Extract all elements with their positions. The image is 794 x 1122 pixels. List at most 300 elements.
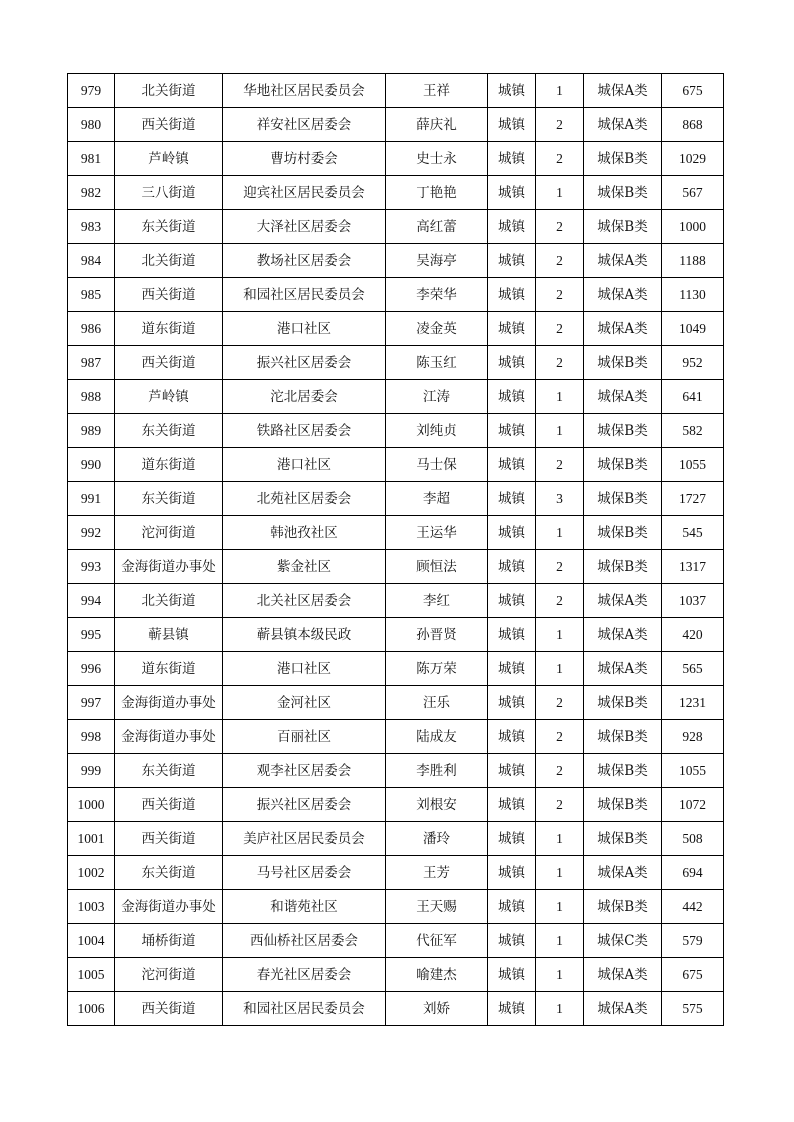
cell-household-size: [536, 584, 584, 618]
cell-area-type: [488, 380, 536, 414]
cell-area-type-text: 城镇: [498, 864, 525, 881]
cell-community-text: 马号社区居委会: [256, 864, 352, 881]
cell-person-name: [386, 380, 488, 414]
cell-area-type-text: 城镇: [498, 932, 525, 949]
cell-person-name-text: 顾恒法: [416, 558, 457, 575]
cell-person-name: [386, 550, 488, 584]
cell-street-office: [115, 380, 223, 414]
cell-amount: [662, 822, 724, 856]
cell-serial-number: [68, 686, 115, 720]
cell-category-text: 城保B类: [597, 558, 648, 575]
cell-amount-text: 579: [682, 932, 703, 948]
cell-community-text: 西仙桥社区居委会: [250, 932, 358, 949]
cell-serial-number-text: 987: [80, 354, 102, 370]
cell-area-type-text: 城镇: [498, 1000, 525, 1017]
cell-street-office-text: 道东街道: [141, 660, 196, 677]
cell-person-name-text: 马士保: [416, 456, 457, 473]
cell-area-type-text: 城镇: [498, 116, 525, 133]
cell-community-text: 北关社区居委会: [256, 592, 352, 609]
cell-serial-number: [68, 312, 115, 346]
cell-household-size: [536, 278, 584, 312]
cell-category-text: 城保B类: [597, 524, 648, 541]
table-row: [68, 448, 724, 482]
cell-person-name-text: 高红蕾: [416, 218, 457, 235]
cell-household-size: [536, 890, 584, 924]
cell-person-name-text: 江涛: [423, 388, 450, 405]
cell-household-size-text: 2: [556, 558, 563, 574]
cell-category-text: 城保B类: [597, 490, 648, 507]
cell-category: [584, 176, 662, 210]
cell-amount: [662, 788, 724, 822]
cell-person-name: [386, 414, 488, 448]
cell-serial-number-text: 992: [80, 524, 102, 540]
cell-person-name: [386, 856, 488, 890]
cell-category-text: 城保B类: [597, 898, 648, 915]
cell-community: [223, 380, 386, 414]
cell-street-office-text: 西关街道: [141, 354, 196, 371]
cell-person-name-text: 李胜利: [416, 762, 457, 779]
cell-area-type: [488, 652, 536, 686]
cell-street-office: [115, 550, 223, 584]
cell-household-size: [536, 74, 584, 108]
cell-amount: [662, 278, 724, 312]
cell-community: [223, 142, 386, 176]
cell-street-office-text: 西关街道: [141, 116, 196, 133]
cell-amount-text: 952: [682, 354, 703, 370]
cell-area-type-text: 城镇: [498, 286, 525, 303]
cell-category-text: 城保A类: [597, 864, 648, 881]
cell-household-size-text: 2: [556, 252, 563, 268]
cell-amount-text: 567: [682, 184, 703, 200]
cell-household-size-text: 2: [556, 286, 563, 302]
cell-household-size: [536, 550, 584, 584]
cell-serial-number: [68, 584, 115, 618]
cell-household-size: [536, 754, 584, 788]
cell-serial-number: [68, 448, 115, 482]
cell-community-text: 迎宾社区居民委员会: [243, 184, 365, 201]
cell-person-name: [386, 754, 488, 788]
cell-amount: [662, 414, 724, 448]
cell-community: [223, 958, 386, 992]
cell-street-office-text: 西关街道: [141, 796, 196, 813]
cell-area-type-text: 城镇: [498, 626, 525, 643]
cell-area-type: [488, 74, 536, 108]
cell-amount: [662, 448, 724, 482]
cell-area-type-text: 城镇: [498, 830, 525, 847]
cell-area-type-text: 城镇: [498, 150, 525, 167]
cell-category-text: 城保B类: [597, 150, 648, 167]
cell-household-size-text: 2: [556, 456, 563, 472]
cell-household-size-text: 2: [556, 694, 563, 710]
cell-community-text: 振兴社区居委会: [256, 796, 352, 813]
cell-street-office-text: 东关街道: [141, 422, 196, 439]
cell-amount: [662, 856, 724, 890]
cell-household-size-text: 1: [556, 966, 563, 982]
cell-person-name-text: 刘纯贞: [416, 422, 457, 439]
cell-serial-number-text: 999: [80, 762, 102, 778]
cell-household-size: [536, 482, 584, 516]
cell-community: [223, 516, 386, 550]
cell-amount-text: 575: [682, 1000, 703, 1016]
cell-street-office-text: 金海街道办事处: [121, 558, 216, 575]
cell-household-size: [536, 448, 584, 482]
cell-category: [584, 448, 662, 482]
cell-person-name: [386, 516, 488, 550]
cell-person-name: [386, 142, 488, 176]
cell-person-name-text: 李荣华: [416, 286, 457, 303]
cell-community-text: 蕲县镇本级民政: [256, 626, 352, 643]
cell-community-text: 韩池孜社区: [270, 524, 338, 541]
cell-amount-text: 420: [682, 626, 703, 642]
cell-serial-number-text: 998: [80, 728, 102, 744]
cell-category-text: 城保B类: [597, 694, 648, 711]
cell-street-office-text: 道东街道: [141, 320, 196, 337]
cell-street-office: [115, 686, 223, 720]
cell-category: [584, 108, 662, 142]
cell-street-office-text: 东关街道: [141, 864, 196, 881]
table-row: [68, 482, 724, 516]
cell-serial-number-text: 1000: [77, 796, 105, 812]
cell-amount: [662, 550, 724, 584]
cell-person-name-text: 薛庆礼: [416, 116, 457, 133]
cell-amount-text: 1317: [679, 558, 706, 574]
cell-category-text: 城保B类: [597, 728, 648, 745]
cell-community-text: 北苑社区居委会: [256, 490, 352, 507]
cell-street-office: [115, 516, 223, 550]
cell-amount-text: 641: [682, 388, 703, 404]
cell-household-size-text: 1: [556, 184, 563, 200]
cell-street-office: [115, 244, 223, 278]
cell-category-text: 城保A类: [597, 320, 648, 337]
cell-amount: [662, 584, 724, 618]
table-row: [68, 618, 724, 652]
cell-street-office-text: 北关街道: [141, 82, 196, 99]
cell-person-name-text: 王芳: [423, 864, 450, 881]
cell-household-size: [536, 958, 584, 992]
cell-amount-text: 1231: [679, 694, 706, 710]
cell-amount: [662, 210, 724, 244]
cell-household-size: [536, 108, 584, 142]
cell-street-office: [115, 414, 223, 448]
cell-street-office-text: 沱河街道: [141, 966, 196, 983]
cell-area-type: [488, 142, 536, 176]
cell-person-name: [386, 312, 488, 346]
cell-street-office: [115, 584, 223, 618]
cell-serial-number: [68, 890, 115, 924]
cell-category: [584, 788, 662, 822]
table-row: [68, 788, 724, 822]
cell-amount: [662, 754, 724, 788]
cell-household-size-text: 1: [556, 524, 563, 540]
cell-category: [584, 210, 662, 244]
table-row: [68, 924, 724, 958]
cell-household-size-text: 1: [556, 932, 563, 948]
cell-street-office-text: 金海街道办事处: [121, 898, 216, 915]
cell-serial-number: [68, 958, 115, 992]
cell-category-text: 城保A类: [597, 388, 648, 405]
cell-serial-number: [68, 652, 115, 686]
cell-community-text: 曹坊村委会: [270, 150, 338, 167]
cell-area-type: [488, 482, 536, 516]
cell-household-size: [536, 516, 584, 550]
cell-household-size-text: 2: [556, 728, 563, 744]
cell-street-office: [115, 142, 223, 176]
cell-serial-number-text: 983: [80, 218, 102, 234]
cell-serial-number: [68, 414, 115, 448]
cell-area-type: [488, 346, 536, 380]
table-row: [68, 312, 724, 346]
cell-category: [584, 584, 662, 618]
cell-area-type: [488, 516, 536, 550]
table-row: [68, 142, 724, 176]
cell-person-name-text: 陈玉红: [416, 354, 457, 371]
cell-serial-number: [68, 380, 115, 414]
cell-area-type-text: 城镇: [498, 524, 525, 541]
cell-person-name: [386, 176, 488, 210]
cell-street-office: [115, 720, 223, 754]
cell-community-text: 和谐苑社区: [270, 898, 338, 915]
cell-street-office-text: 东关街道: [141, 762, 196, 779]
cell-category: [584, 720, 662, 754]
cell-person-name: [386, 74, 488, 108]
cell-category: [584, 822, 662, 856]
cell-street-office-text: 北关街道: [141, 252, 196, 269]
cell-serial-number-text: 991: [80, 490, 102, 506]
cell-serial-number-text: 985: [80, 286, 102, 302]
cell-category-text: 城保A类: [597, 1000, 648, 1017]
cell-person-name: [386, 244, 488, 278]
table-row: [68, 74, 724, 108]
cell-person-name-text: 丁艳艳: [416, 184, 457, 201]
cell-person-name: [386, 788, 488, 822]
cell-community-text: 和园社区居民委员会: [243, 286, 365, 303]
cell-person-name-text: 陈万荣: [416, 660, 457, 677]
cell-household-size: [536, 142, 584, 176]
cell-household-size-text: 1: [556, 660, 563, 676]
cell-community: [223, 652, 386, 686]
cell-serial-number-text: 979: [80, 82, 102, 98]
cell-category: [584, 346, 662, 380]
cell-street-office-text: 蕲县镇: [148, 626, 189, 643]
cell-category: [584, 856, 662, 890]
cell-community: [223, 890, 386, 924]
cell-category: [584, 686, 662, 720]
cell-community: [223, 550, 386, 584]
cell-person-name: [386, 584, 488, 618]
cell-area-type-text: 城镇: [498, 490, 525, 507]
cell-serial-number: [68, 74, 115, 108]
cell-person-name: [386, 890, 488, 924]
cell-person-name-text: 李红: [423, 592, 450, 609]
cell-community-text: 沱北居委会: [270, 388, 338, 405]
cell-area-type: [488, 210, 536, 244]
cell-amount: [662, 992, 724, 1026]
cell-street-office-text: 东关街道: [141, 490, 196, 507]
cell-street-office: [115, 108, 223, 142]
cell-area-type: [488, 992, 536, 1026]
cell-serial-number-text: 986: [80, 320, 102, 336]
cell-serial-number-text: 993: [80, 558, 102, 574]
cell-community-text: 紫金社区: [277, 558, 331, 575]
cell-serial-number-text: 996: [80, 660, 102, 676]
cell-person-name-text: 刘根安: [416, 796, 457, 813]
cell-amount-text: 565: [682, 660, 703, 676]
cell-category-text: 城保C类: [597, 932, 648, 949]
cell-street-office: [115, 856, 223, 890]
cell-household-size: [536, 686, 584, 720]
table-row: [68, 414, 724, 448]
cell-category: [584, 958, 662, 992]
cell-community-text: 祥安社区居委会: [256, 116, 352, 133]
cell-category-text: 城保A类: [597, 592, 648, 609]
cell-community-text: 和园社区居民委员会: [243, 1000, 365, 1017]
cell-household-size-text: 2: [556, 796, 563, 812]
cell-street-office-text: 金海街道办事处: [121, 694, 216, 711]
cell-amount: [662, 924, 724, 958]
cell-community: [223, 74, 386, 108]
cell-household-size: [536, 244, 584, 278]
cell-area-type: [488, 244, 536, 278]
cell-serial-number: [68, 618, 115, 652]
table-row: [68, 754, 724, 788]
cell-amount-text: 1055: [679, 762, 706, 778]
cell-area-type-text: 城镇: [498, 660, 525, 677]
cell-household-size-text: 2: [556, 218, 563, 234]
cell-amount-text: 1188: [679, 252, 706, 268]
table-row: [68, 346, 724, 380]
cell-street-office: [115, 754, 223, 788]
cell-area-type-text: 城镇: [498, 592, 525, 609]
cell-street-office: [115, 482, 223, 516]
cell-amount: [662, 74, 724, 108]
cell-amount-text: 1072: [679, 796, 706, 812]
cell-community: [223, 720, 386, 754]
cell-amount-text: 675: [682, 966, 703, 982]
cell-street-office-text: 金海街道办事处: [121, 728, 216, 745]
cell-community: [223, 414, 386, 448]
cell-serial-number: [68, 822, 115, 856]
cell-household-size: [536, 346, 584, 380]
cell-serial-number: [68, 788, 115, 822]
cell-serial-number-text: 994: [80, 592, 102, 608]
cell-community-text: 铁路社区居委会: [256, 422, 352, 439]
cell-area-type-text: 城镇: [498, 422, 525, 439]
cell-community-text: 大泽社区居委会: [256, 218, 352, 235]
table-row: [68, 278, 724, 312]
cell-community: [223, 312, 386, 346]
cell-category-text: 城保A类: [597, 116, 648, 133]
cell-street-office: [115, 958, 223, 992]
table-row: [68, 516, 724, 550]
cell-community: [223, 822, 386, 856]
cell-community: [223, 108, 386, 142]
cell-household-size: [536, 652, 584, 686]
cell-household-size: [536, 720, 584, 754]
cell-category: [584, 924, 662, 958]
cell-category: [584, 516, 662, 550]
cell-person-name: [386, 346, 488, 380]
cell-serial-number: [68, 244, 115, 278]
cell-category-text: 城保A类: [597, 660, 648, 677]
table-row: [68, 380, 724, 414]
table-row: [68, 550, 724, 584]
cell-serial-number-text: 981: [80, 150, 102, 166]
cell-community-text: 百丽社区: [277, 728, 331, 745]
cell-area-type: [488, 448, 536, 482]
cell-household-size: [536, 822, 584, 856]
cell-area-type-text: 城镇: [498, 728, 525, 745]
cell-community: [223, 278, 386, 312]
cell-amount: [662, 108, 724, 142]
cell-street-office-text: 道东街道: [141, 456, 196, 473]
cell-serial-number-text: 1002: [77, 864, 105, 880]
cell-street-office-text: 三八街道: [141, 184, 196, 201]
cell-serial-number-text: 1003: [77, 898, 105, 914]
cell-serial-number: [68, 720, 115, 754]
cell-person-name-text: 王祥: [423, 82, 450, 99]
cell-community-text: 金河社区: [277, 694, 331, 711]
cell-household-size-text: 1: [556, 388, 563, 404]
cell-amount: [662, 958, 724, 992]
cell-community: [223, 482, 386, 516]
cell-person-name-text: 刘娇: [423, 1000, 450, 1017]
cell-serial-number-text: 980: [80, 116, 102, 132]
cell-street-office: [115, 448, 223, 482]
cell-category: [584, 380, 662, 414]
cell-area-type: [488, 958, 536, 992]
cell-community: [223, 210, 386, 244]
cell-serial-number: [68, 992, 115, 1026]
cell-household-size-text: 2: [556, 354, 563, 370]
cell-community-text: 教场社区居委会: [256, 252, 352, 269]
cell-serial-number: [68, 550, 115, 584]
cell-person-name: [386, 924, 488, 958]
cell-person-name: [386, 720, 488, 754]
cell-household-size-text: 3: [556, 490, 563, 506]
cell-amount: [662, 652, 724, 686]
cell-person-name-text: 吴海亭: [416, 252, 457, 269]
cell-amount: [662, 142, 724, 176]
cell-household-size: [536, 992, 584, 1026]
cell-area-type-text: 城镇: [498, 354, 525, 371]
cell-person-name: [386, 618, 488, 652]
cell-person-name-text: 潘玲: [423, 830, 450, 847]
cell-serial-number: [68, 516, 115, 550]
cell-person-name-text: 代征军: [416, 932, 457, 949]
cell-community-text: 港口社区: [277, 660, 331, 677]
cell-person-name: [386, 108, 488, 142]
cell-household-size-text: 2: [556, 116, 563, 132]
cell-amount: [662, 618, 724, 652]
cell-area-type: [488, 924, 536, 958]
cell-area-type-text: 城镇: [498, 694, 525, 711]
cell-serial-number-text: 988: [80, 388, 102, 404]
table-row: [68, 992, 724, 1026]
cell-area-type-text: 城镇: [498, 218, 525, 235]
cell-amount-text: 1037: [679, 592, 706, 608]
cell-category-text: 城保A类: [597, 966, 648, 983]
cell-area-type-text: 城镇: [498, 796, 525, 813]
cell-person-name-text: 史士永: [416, 150, 457, 167]
cell-community: [223, 992, 386, 1026]
cell-category-text: 城保A类: [597, 252, 648, 269]
cell-category: [584, 550, 662, 584]
cell-person-name-text: 喻建杰: [416, 966, 457, 983]
cell-category: [584, 652, 662, 686]
cell-person-name: [386, 482, 488, 516]
cell-household-size-text: 1: [556, 422, 563, 438]
cell-street-office: [115, 890, 223, 924]
